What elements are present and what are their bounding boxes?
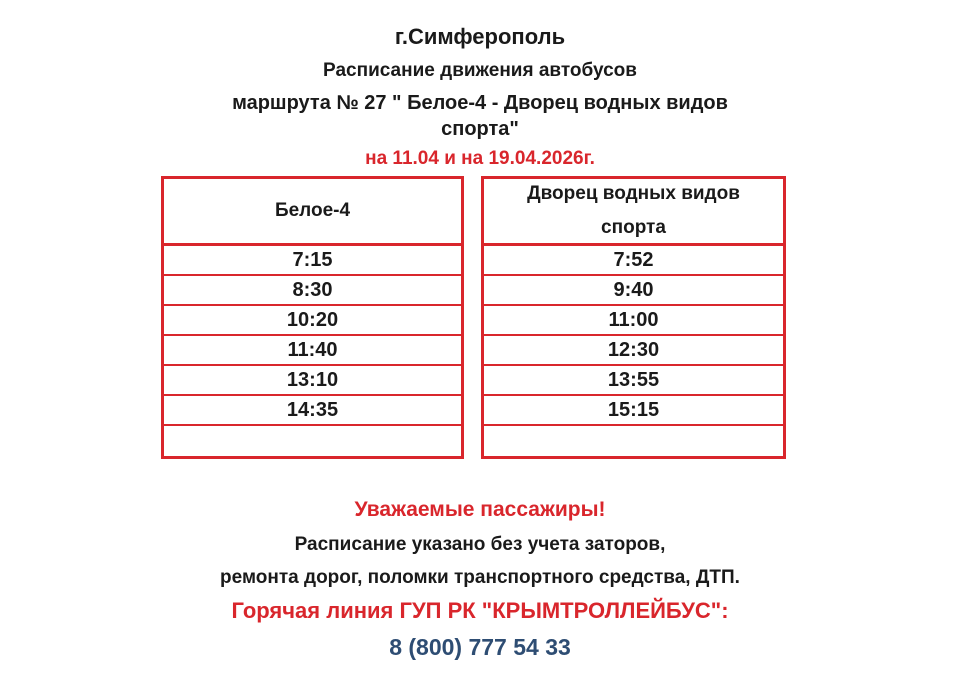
column-header-beloe-4: Белое-4 <box>164 179 461 246</box>
schedule-subtitle: Расписание движения автобусов <box>323 60 637 81</box>
departure-time-cell: 15:15 <box>484 396 783 426</box>
departure-time-cell: 7:52 <box>484 246 783 276</box>
column-header-sports-palace <box>484 179 783 246</box>
departure-time-cell: 11:00 <box>484 306 783 336</box>
departure-time-cell: 8:30 <box>164 276 461 306</box>
notice-title: Уважаемые пассажиры! <box>354 498 606 521</box>
notice-text-line1: Расписание указано без учета заторов, <box>294 534 666 555</box>
hotline-phone-number: 8 (800) 777 54 33 <box>389 634 571 660</box>
hotline-label: Горячая линия ГУП РК "КРЫМТРОЛЛЕЙБУС": <box>231 598 729 623</box>
column-header-line1: Дворец водных видов <box>527 183 740 204</box>
departure-time-cell: 7:15 <box>164 246 461 276</box>
departure-time-cell: 9:40 <box>484 276 783 306</box>
departure-time-cell-empty <box>164 426 461 454</box>
schedule-column-beloe-4 <box>161 176 464 459</box>
departure-time-cell: 12:30 <box>484 336 783 366</box>
departure-time-cell: 11:40 <box>164 336 461 366</box>
schedule-dates: на 11.04 и на 19.04.2026г. <box>365 148 595 169</box>
departure-time-cell-empty <box>484 426 783 454</box>
notice-text-line2: ремонта дорог, поломки транспортного средства, ДТП. <box>220 567 740 588</box>
departure-time-cell: 13:55 <box>484 366 783 396</box>
departure-time-cell: 13:10 <box>164 366 461 396</box>
city-title: г.Симферополь <box>394 24 566 49</box>
schedule-column-sports-palace <box>481 176 786 459</box>
route-title-line1: маршрута № 27 " Белое-4 - Дворец водных видов <box>232 92 728 114</box>
route-title-line2: спорта" <box>441 118 519 140</box>
departure-time-cell: 10:20 <box>164 306 461 336</box>
departure-time-cell: 14:35 <box>164 396 461 426</box>
column-header-line2: спорта <box>601 217 666 238</box>
